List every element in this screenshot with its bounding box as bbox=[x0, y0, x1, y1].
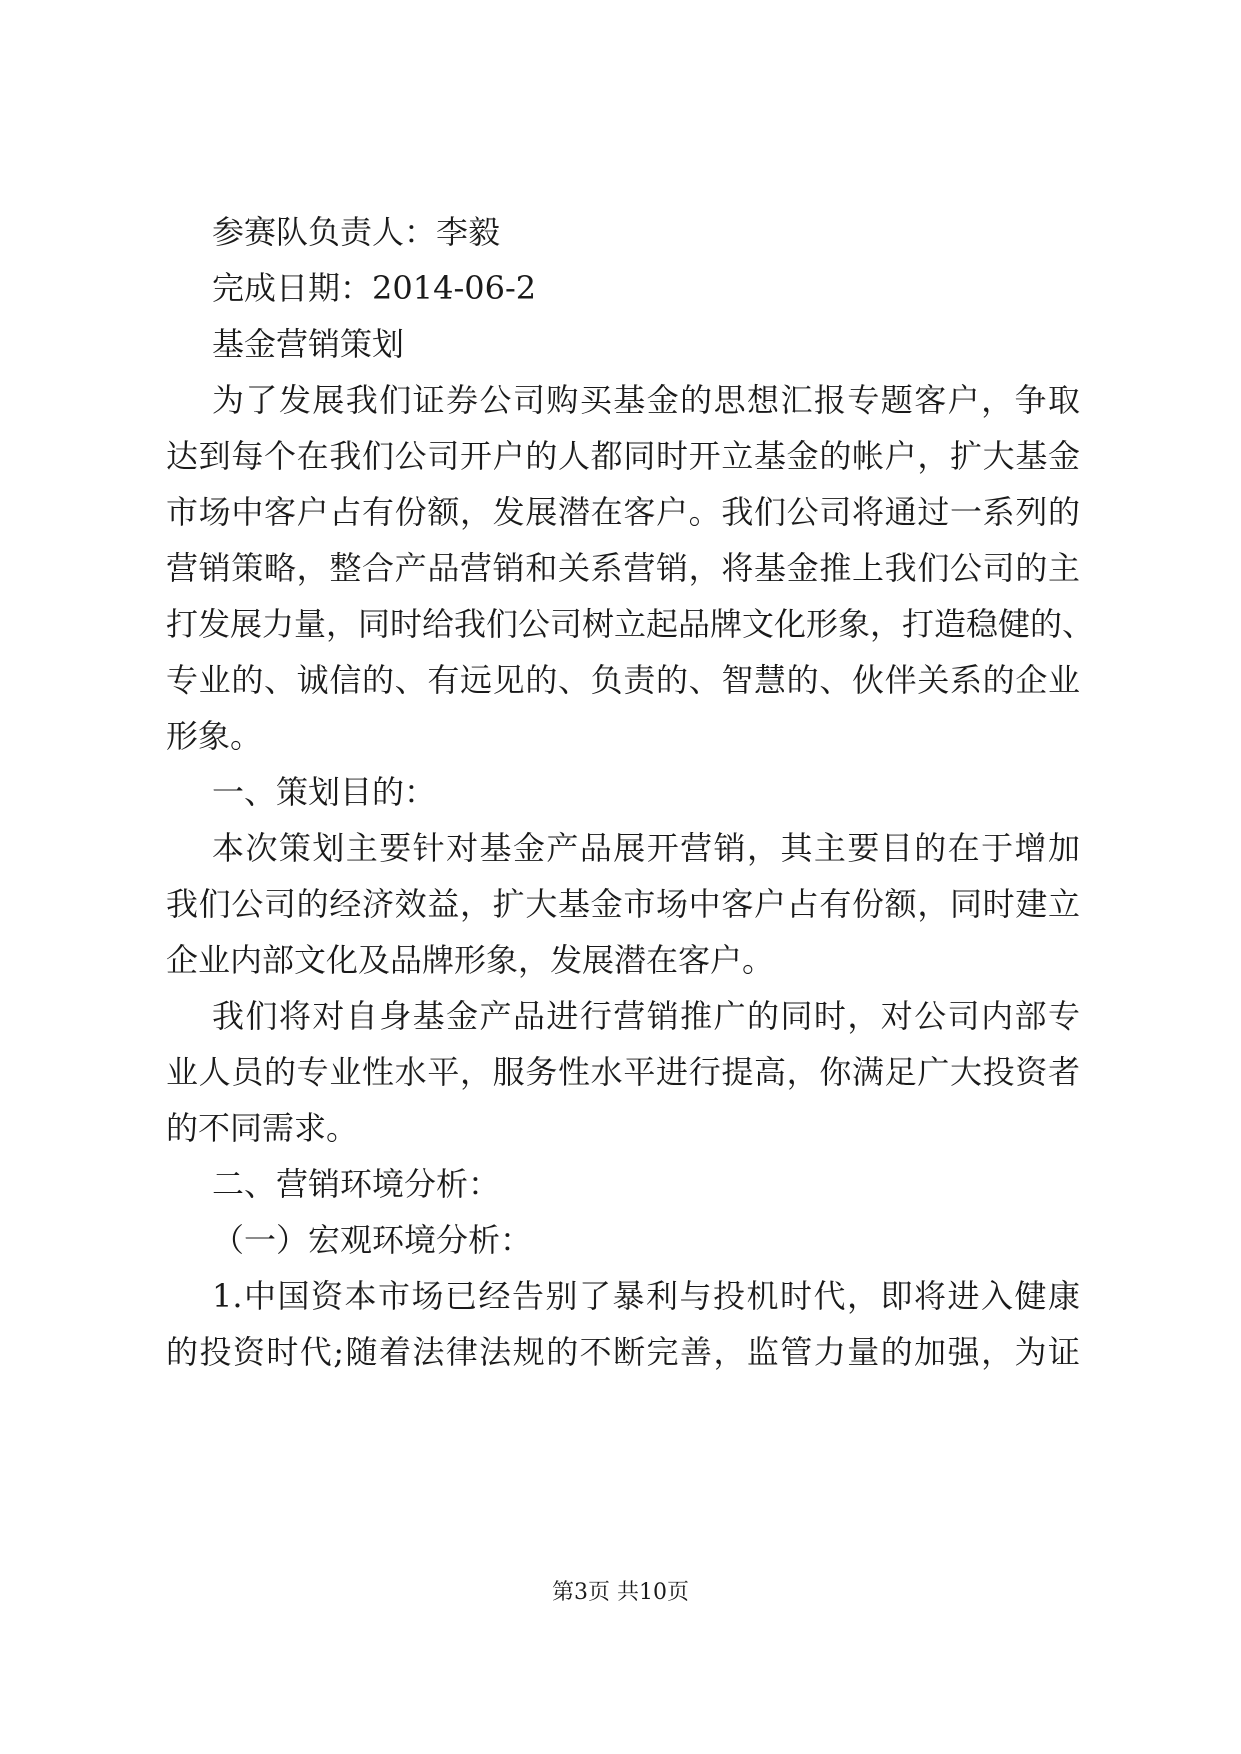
paragraph-line: 打发展力量，同时给我们公司树立起品牌文化形象，打造稳健的、 bbox=[166, 605, 1095, 643]
page-number-footer: 第3页 共10页 bbox=[552, 1580, 689, 1605]
paragraph-line: 的不同需求。 bbox=[166, 1109, 359, 1147]
paragraph-line: 达到每个在我们公司开户的人都同时开立基金的帐户，扩大基金 bbox=[166, 437, 1080, 475]
paragraph-line: 市场中客户占有份额，发展潜在客户。我们公司将通过一系列的 bbox=[166, 493, 1080, 531]
team-leader-line: 参赛队负责人：李毅 bbox=[212, 213, 501, 251]
section-heading: 二、营销环境分析： bbox=[212, 1165, 501, 1203]
paragraph-line: 我们将对自身基金产品进行营销推广的同时，对公司内部专 bbox=[212, 997, 1080, 1035]
paragraph-line: 1.中国资本市场已经告别了暴利与投机时代，即将进入健康 bbox=[212, 1277, 1080, 1315]
paragraph-line: 营销策略，整合产品营销和关系营销，将基金推上我们公司的主 bbox=[166, 549, 1080, 587]
paragraph-line: 的投资时代;随着法律法规的不断完善，监管力量的加强，为证 bbox=[166, 1333, 1080, 1371]
subsection-heading: （一）宏观环境分析： bbox=[212, 1221, 533, 1259]
paragraph-line: 我们公司的经济效益，扩大基金市场中客户占有份额，同时建立 bbox=[166, 885, 1080, 923]
paragraph-line: 专业的、诚信的、有远见的、负责的、智慧的、伙伴关系的企业 bbox=[166, 661, 1080, 699]
paragraph-line: 为了发展我们证券公司购买基金的思想汇报专题客户，争取 bbox=[212, 381, 1080, 419]
paragraph-line: 企业内部文化及品牌形象，发展潜在客户。 bbox=[166, 941, 775, 979]
section-heading: 一、策划目的： bbox=[212, 773, 437, 811]
paragraph-line: 本次策划主要针对基金产品展开营销，其主要目的在于增加 bbox=[212, 829, 1080, 867]
paragraph-line: 业人员的专业性水平，服务性水平进行提高，你满足广大投资者 bbox=[166, 1053, 1080, 1091]
document-title: 基金营销策划 bbox=[212, 325, 405, 363]
paragraph-line: 形象。 bbox=[166, 717, 263, 755]
completion-date-line: 完成日期：2014-06-2 bbox=[212, 269, 537, 307]
